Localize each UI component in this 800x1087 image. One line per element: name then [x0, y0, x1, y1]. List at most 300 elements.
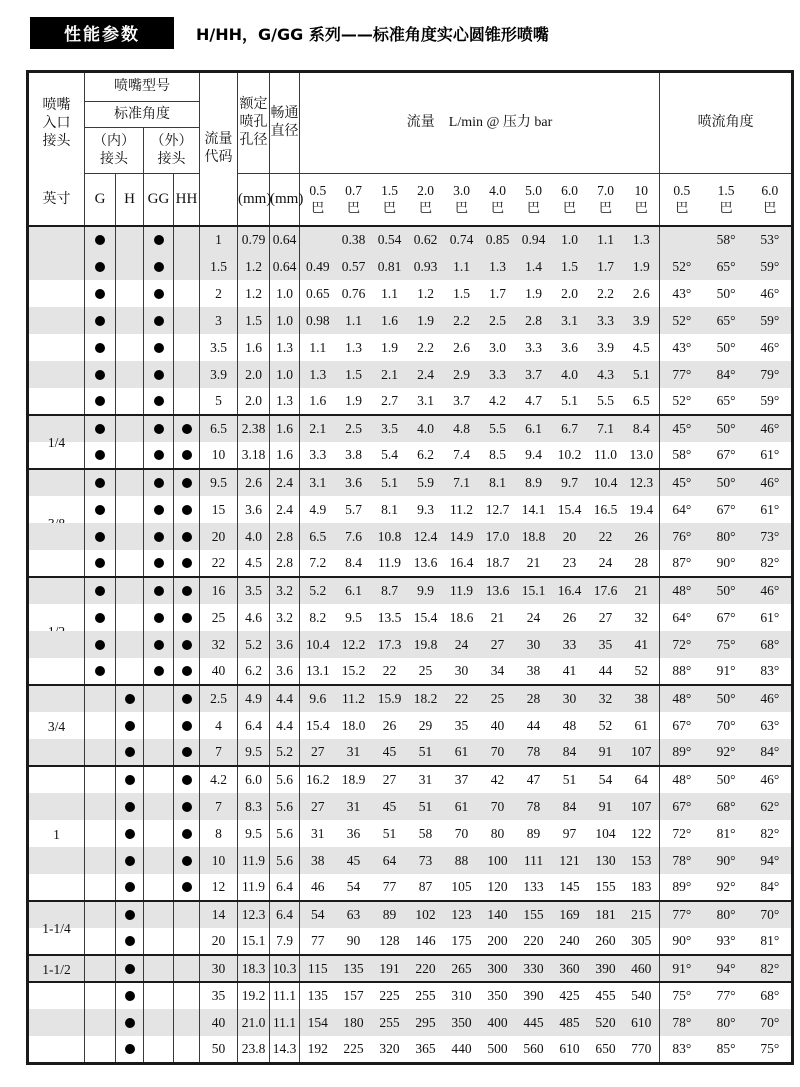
- model-mark-GG: [144, 307, 174, 334]
- spray-angle-6.0bar: 75°: [760, 1040, 780, 1056]
- flow-value-0.5bar: 3.3: [309, 447, 327, 463]
- spray-angle-1.5bar: 50°: [716, 339, 736, 355]
- flow-value-10bar: 38: [624, 685, 660, 712]
- inlet-size-cell: [28, 658, 85, 685]
- model-mark-H: [116, 550, 144, 577]
- flow-value-3.0bar: 14.9: [444, 523, 480, 550]
- free-passage-cell: 6.4: [270, 874, 300, 901]
- model-mark-HH: [174, 712, 200, 739]
- spec-row-3/4-2.5: [28, 685, 793, 712]
- inlet-size-cell: [28, 928, 85, 955]
- free-passage-cell: 4.4: [270, 685, 300, 712]
- availability-dot-icon: [154, 262, 164, 272]
- flow-value-0.7bar: 90: [346, 933, 361, 949]
- flow-value-6.0bar: 2.0: [561, 285, 578, 301]
- orifice-diameter-cell: 2.0: [238, 361, 270, 388]
- spec-row-1/2-16: [28, 577, 793, 604]
- flow-code-cell: 8: [200, 820, 238, 847]
- orifice-diameter-cell: 4.5: [238, 550, 270, 577]
- header-inlet-connector: [28, 72, 85, 227]
- model-mark-HH: [174, 334, 200, 361]
- orifice-diameter-cell: 2.6: [238, 469, 270, 496]
- flow-value-3.0bar: 310: [451, 988, 472, 1004]
- model-mark-H: [116, 577, 144, 604]
- section-1/4: [28, 415, 793, 469]
- availability-dot-icon: [182, 450, 192, 460]
- model-mark-G: [85, 658, 116, 685]
- flow-value-5.0bar: 560: [523, 1040, 544, 1056]
- pressure-value: 0.5: [309, 182, 327, 198]
- flow-value-10bar: 26: [624, 523, 660, 550]
- header-angle-pressure-0.5: [660, 174, 704, 226]
- spray-angle-6.0bar: 61°: [760, 447, 780, 463]
- orifice-diameter-cell: 4.0: [238, 523, 270, 550]
- header-inch-unit: 英寸: [42, 191, 71, 207]
- flow-code-cell: 12: [200, 874, 238, 901]
- header-pressure-6.0: [552, 174, 588, 226]
- flow-value-4.0bar: 13.6: [480, 577, 516, 604]
- model-mark-G: [85, 523, 116, 550]
- flow-value-1.5bar: 10.8: [372, 523, 408, 550]
- model-mark-H: [116, 226, 144, 253]
- flow-value-4.0bar: 42: [490, 772, 505, 788]
- availability-dot-icon: [95, 450, 105, 460]
- model-mark-H: [116, 280, 144, 307]
- pressure-value: 10: [634, 182, 649, 198]
- flow-value-10bar: 32: [634, 609, 649, 625]
- spray-angle-6.0bar: 82°: [760, 555, 780, 571]
- flow-value-10bar: 61: [634, 717, 649, 733]
- flow-code-cell: 32: [200, 631, 238, 658]
- flow-value-6.0bar: 5.1: [561, 393, 578, 409]
- availability-dot-icon: [95, 532, 105, 542]
- spray-angle-0.5bar: 43°: [660, 280, 704, 307]
- model-mark-H: [116, 766, 144, 793]
- availability-dot-icon: [125, 991, 135, 1001]
- flow-value-7.0bar: 7.1: [588, 415, 624, 442]
- orifice-diameter-cell: 1.5: [238, 307, 270, 334]
- flow-value-10bar: 460: [624, 955, 660, 982]
- spray-angle-1.5bar: 90°: [716, 555, 736, 571]
- flow-value-1.5bar: 13.5: [377, 609, 402, 625]
- flow-value-10bar: 122: [631, 825, 652, 841]
- orifice-diameter-cell: 1.2: [238, 253, 270, 280]
- inlet-size-cell: [28, 820, 85, 847]
- model-mark-H: [116, 1036, 144, 1063]
- flow-value-0.7bar: 1.1: [336, 307, 372, 334]
- header-passage-line2: 直径: [270, 124, 299, 140]
- flow-value-3.0bar: 70: [454, 825, 469, 841]
- flow-value-4.0bar: 500: [487, 1040, 508, 1056]
- flow-value-6.0bar: 26: [562, 609, 577, 625]
- flow-value-1.5bar: 2.7: [381, 393, 398, 409]
- free-passage-cell: 2.8: [270, 550, 300, 577]
- flow-value-3.0bar: 265: [444, 955, 480, 982]
- spray-angle-0.5bar: 48°: [660, 577, 704, 604]
- free-passage-cell: 11.1: [270, 982, 300, 1009]
- availability-dot-icon: [182, 802, 192, 812]
- flow-value-0.7bar: 0.57: [336, 253, 372, 280]
- spray-angle-0.5bar: 77°: [660, 901, 704, 928]
- model-mark-GG: [144, 982, 174, 1009]
- flow-value-6.0bar: 425: [559, 988, 580, 1004]
- model-mark-H: [116, 1009, 144, 1036]
- inlet-size-cell: [28, 334, 85, 361]
- header-col-HH: HH: [174, 174, 200, 226]
- flow-value-5.0bar: 89: [526, 825, 541, 841]
- model-mark-G: [85, 307, 116, 334]
- flow-value-0.7bar: 31: [336, 793, 372, 820]
- flow-value-2.0bar: 220: [408, 955, 444, 982]
- flow-code-cell: 9.5: [200, 469, 238, 496]
- flow-value-2.0bar: 0.62: [408, 226, 444, 253]
- flow-value-4.0bar: 80: [490, 825, 505, 841]
- flow-value-2.0bar: 102: [408, 901, 444, 928]
- model-mark-HH: [174, 739, 200, 766]
- pressure-value: 6.0: [561, 182, 578, 198]
- header-flow-code-line1: 流量: [204, 131, 233, 147]
- spray-angle-1.5bar: 92°: [704, 739, 749, 766]
- model-mark-GG: [144, 496, 174, 523]
- availability-dot-icon: [125, 829, 135, 839]
- model-mark-GG: [144, 874, 174, 901]
- flow-code-cell: 1: [200, 226, 238, 253]
- availability-dot-icon: [125, 721, 135, 731]
- inlet-size-cell: [28, 955, 85, 982]
- flow-code-cell: 3: [200, 307, 238, 334]
- header-pressure-5.0: [516, 174, 552, 226]
- availability-dot-icon: [154, 613, 164, 623]
- inlet-size-cell: [28, 307, 85, 334]
- flow-code-cell: 10: [200, 847, 238, 874]
- flow-value-1.5bar: 89: [372, 901, 408, 928]
- spray-angle-1.5bar: 80°: [704, 901, 749, 928]
- flow-value-0.7bar: 0.38: [336, 226, 372, 253]
- model-mark-GG: [144, 901, 174, 928]
- flow-value-4.0bar: 140: [480, 901, 516, 928]
- spec-row-1-7: [28, 793, 793, 820]
- model-mark-G: [85, 1036, 116, 1063]
- flow-value-10bar: 3.9: [624, 307, 660, 334]
- flow-value-3.0bar: 123: [444, 901, 480, 928]
- flow-value-10bar: 64: [634, 772, 649, 788]
- flow-code-cell: 20: [200, 523, 238, 550]
- header-standard-angle: 标准角度: [85, 102, 200, 128]
- spray-angle-0.5bar: 83°: [660, 1036, 704, 1063]
- header-orifice-diameter: [238, 72, 270, 174]
- spray-angle-0.5bar: 91°: [660, 955, 704, 982]
- inlet-size-cell: [28, 469, 85, 496]
- flow-value-0.7bar: 11.2: [336, 685, 372, 712]
- inlet-size-cell: [28, 361, 85, 388]
- spray-angle-6.0bar: 73°: [749, 523, 793, 550]
- free-passage-cell: 5.2: [270, 739, 300, 766]
- spray-angle-0.5bar: 76°: [660, 523, 704, 550]
- orifice-diameter-cell: 15.1: [238, 928, 270, 955]
- flow-value-1.5bar: 26: [382, 717, 397, 733]
- flow-value-7.0bar: 3.3: [588, 307, 624, 334]
- flow-value-0.5bar: 10.4: [300, 631, 336, 658]
- orifice-diameter-cell: 5.2: [238, 631, 270, 658]
- spray-angle-1.5bar: 80°: [704, 1009, 749, 1036]
- flow-value-10bar: 1.3: [624, 226, 660, 253]
- flow-value-5.0bar: 2.8: [516, 307, 552, 334]
- model-mark-G: [85, 928, 116, 955]
- free-passage-cell: 1.6: [270, 415, 300, 442]
- model-mark-H: [116, 307, 144, 334]
- spray-angle-0.5bar: 77°: [660, 361, 704, 388]
- spray-angle-6.0bar: 62°: [749, 793, 793, 820]
- model-mark-H: [116, 415, 144, 442]
- flow-value-4.0bar: 70: [480, 793, 516, 820]
- flow-value-7.0bar: 104: [595, 825, 616, 841]
- flow-value-5.0bar: 24: [526, 609, 541, 625]
- flow-value-3.0bar: 18.6: [449, 609, 474, 625]
- flow-value-1.5bar: 2.1: [372, 361, 408, 388]
- spray-angle-0.5bar: 72°: [660, 820, 704, 847]
- model-mark-HH: [174, 928, 200, 955]
- model-mark-H: [116, 496, 144, 523]
- flow-value-10bar: 28: [634, 555, 649, 571]
- flow-value-0.5bar: 1.6: [309, 393, 327, 409]
- flow-value-5.0bar: 47: [526, 772, 541, 788]
- flow-value-7.0bar: 91: [588, 793, 624, 820]
- free-passage-cell: 5.6: [270, 793, 300, 820]
- flow-value-3.0bar: 30: [454, 663, 469, 679]
- spray-angle-0.5bar: 90°: [660, 928, 704, 955]
- free-passage-cell: 4.4: [270, 712, 300, 739]
- flow-value-1.5bar: 51: [382, 825, 397, 841]
- flow-value-6.0bar: 20: [552, 523, 588, 550]
- pressure-value: 7.0: [597, 182, 614, 198]
- flow-value-5.0bar: 220: [523, 933, 544, 949]
- spray-angle-6.0bar: 81°: [760, 933, 780, 949]
- spray-angle-6.0bar: 59°: [749, 253, 793, 280]
- model-mark-GG: [144, 928, 174, 955]
- availability-dot-icon: [154, 558, 164, 568]
- flow-value-10bar: 6.5: [632, 393, 650, 409]
- flow-value-10bar: 13.0: [629, 447, 654, 463]
- flow-value-0.5bar: 1.1: [309, 339, 327, 355]
- spray-angle-1.5bar: 58°: [704, 226, 749, 253]
- header-inner-line1: （内）: [93, 133, 135, 149]
- flow-code-cell: 30: [200, 955, 238, 982]
- flow-value-7.0bar: 35: [588, 631, 624, 658]
- flow-value-0.5bar: [300, 226, 336, 253]
- orifice-diameter-cell: 1.6: [238, 334, 270, 361]
- spec-row-1/2-32: [28, 631, 793, 658]
- spray-angle-1.5bar: 81°: [716, 825, 736, 841]
- free-passage-cell: 1.0: [270, 361, 300, 388]
- spec-row-1/8-5: [28, 388, 793, 415]
- model-mark-GG: [144, 766, 174, 793]
- header-pressure-4.0: [480, 174, 516, 226]
- flow-value-5.0bar: 1.9: [525, 285, 542, 301]
- spray-angle-0.5bar: 67°: [660, 712, 704, 739]
- spray-angle-1.5bar: 68°: [704, 793, 749, 820]
- flow-value-10bar: 5.1: [624, 361, 660, 388]
- flow-value-6.0bar: 1.0: [552, 226, 588, 253]
- flow-value-1.5bar: 8.1: [381, 501, 398, 517]
- flow-code-cell: 2: [200, 280, 238, 307]
- flow-value-7.0bar: 130: [588, 847, 624, 874]
- pressure-value: 1.5: [381, 182, 398, 198]
- model-mark-HH: [174, 631, 200, 658]
- model-mark-H: [116, 388, 144, 415]
- availability-dot-icon: [182, 640, 192, 650]
- flow-value-3.0bar: 1.5: [453, 285, 470, 301]
- free-passage-cell: 10.3: [270, 955, 300, 982]
- model-mark-G: [85, 442, 116, 469]
- free-passage-cell: 0.64: [270, 226, 300, 253]
- model-mark-GG: [144, 523, 174, 550]
- model-mark-H: [116, 469, 144, 496]
- availability-dot-icon: [95, 558, 105, 568]
- flow-value-4.0bar: 8.1: [480, 469, 516, 496]
- spec-row-1/4-6.5: [28, 415, 793, 442]
- flow-value-10bar: 107: [624, 739, 660, 766]
- flow-value-0.5bar: 1.3: [300, 361, 336, 388]
- availability-dot-icon: [95, 343, 105, 353]
- inlet-size-cell: [28, 766, 85, 842]
- availability-dot-icon: [125, 775, 135, 785]
- spray-angle-0.5bar: 43°: [660, 334, 704, 361]
- flow-value-0.5bar: 13.1: [305, 663, 330, 679]
- model-mark-GG: [144, 1009, 174, 1036]
- model-mark-G: [85, 766, 116, 793]
- flow-value-2.0bar: 13.6: [413, 555, 438, 571]
- model-mark-GG: [144, 253, 174, 280]
- flow-value-7.0bar: 22: [588, 523, 624, 550]
- inlet-size-cell: [28, 226, 85, 253]
- flow-value-5.0bar: 155: [516, 901, 552, 928]
- flow-value-7.0bar: 52: [598, 717, 613, 733]
- availability-dot-icon: [95, 262, 105, 272]
- flow-value-0.7bar: 7.6: [336, 523, 372, 550]
- availability-dot-icon: [125, 910, 135, 920]
- orifice-diameter-cell: 4.9: [238, 685, 270, 712]
- spray-angle-1.5bar: 91°: [716, 663, 736, 679]
- model-mark-HH: [174, 388, 200, 415]
- model-mark-G: [85, 685, 116, 712]
- flow-value-0.7bar: 135: [336, 955, 372, 982]
- flow-value-5.0bar: 9.4: [525, 447, 542, 463]
- inlet-size-cell: [28, 388, 85, 415]
- flow-code-cell: 4: [200, 712, 238, 739]
- model-mark-G: [85, 253, 116, 280]
- spray-angle-0.5bar: 78°: [660, 847, 704, 874]
- flow-value-3.0bar: 1.1: [444, 253, 480, 280]
- spray-angle-0.5bar: 89°: [660, 739, 704, 766]
- flow-value-7.0bar: 260: [595, 933, 616, 949]
- spray-angle-1.5bar: 50°: [704, 469, 749, 496]
- orifice-diameter-cell: 0.79: [238, 226, 270, 253]
- model-mark-G: [85, 874, 116, 901]
- flow-value-4.0bar: 0.85: [480, 226, 516, 253]
- availability-dot-icon: [95, 424, 105, 434]
- inlet-size-cell: [28, 550, 85, 577]
- model-mark-H: [116, 847, 144, 874]
- header-col-H: H: [116, 174, 144, 226]
- flow-value-5.0bar: 21: [526, 555, 541, 571]
- flow-value-7.0bar: 455: [595, 988, 616, 1004]
- inlet-size-label: 1-1/4: [42, 921, 71, 937]
- flow-value-4.0bar: 200: [487, 933, 508, 949]
- spray-angle-6.0bar: 46°: [760, 285, 780, 301]
- section-3/8: [28, 469, 793, 577]
- spray-angle-1.5bar: 80°: [704, 523, 749, 550]
- flow-value-2.0bar: 19.8: [408, 631, 444, 658]
- model-mark-HH: [174, 820, 200, 847]
- flow-value-1.5bar: 22: [382, 663, 397, 679]
- model-mark-HH: [174, 361, 200, 388]
- spray-angle-1.5bar: 70°: [716, 717, 736, 733]
- header-inner-connector: [85, 128, 144, 174]
- bar-unit-label: 巴: [454, 200, 468, 216]
- orifice-diameter-cell: 9.5: [238, 820, 270, 847]
- inlet-size-cell: [28, 523, 85, 550]
- spray-angle-1.5bar: 65°: [704, 307, 749, 334]
- flow-value-0.5bar: 6.5: [300, 523, 336, 550]
- flow-value-7.0bar: 91: [588, 739, 624, 766]
- flow-code-cell: 5: [200, 388, 238, 415]
- spec-row-1-1/4-20: [28, 928, 793, 955]
- header-inlet-line3: 接头: [42, 134, 71, 150]
- free-passage-cell: 6.4: [270, 901, 300, 928]
- flow-value-3.0bar: 4.8: [444, 415, 480, 442]
- spray-angle-0.5bar: 58°: [660, 442, 704, 469]
- flow-value-10bar: 610: [624, 1009, 660, 1036]
- flow-value-1.5bar: 45: [372, 739, 408, 766]
- inlet-size-cell: [28, 253, 85, 280]
- inlet-size-cell: [28, 847, 85, 874]
- spray-angle-1.5bar: 67°: [716, 609, 736, 625]
- header-passage-mm: (mm): [270, 174, 300, 226]
- flow-value-0.7bar: 3.6: [336, 469, 372, 496]
- flow-value-4.0bar: 40: [490, 717, 505, 733]
- titlebar: [30, 18, 800, 48]
- flow-value-2.0bar: 3.1: [417, 393, 434, 409]
- flow-value-2.0bar: 295: [408, 1009, 444, 1036]
- flow-value-7.0bar: 155: [595, 879, 616, 895]
- spray-angle-1.5bar: 90°: [704, 847, 749, 874]
- spray-angle-0.5bar: 64°: [660, 604, 704, 631]
- availability-dot-icon: [95, 396, 105, 406]
- flow-value-6.0bar: 6.7: [552, 415, 588, 442]
- spray-angle-1.5bar: 65°: [716, 393, 736, 409]
- flow-value-3.0bar: 37: [454, 772, 469, 788]
- flow-value-5.0bar: 44: [526, 717, 541, 733]
- spray-angle-0.5bar: 89°: [660, 874, 704, 901]
- flow-value-7.0bar: 2.2: [597, 285, 614, 301]
- flow-value-10bar: 41: [624, 631, 660, 658]
- flow-value-2.0bar: 51: [408, 793, 444, 820]
- availability-dot-icon: [95, 316, 105, 326]
- flow-value-6.0bar: 33: [552, 631, 588, 658]
- orifice-diameter-cell: 9.5: [238, 739, 270, 766]
- free-passage-cell: 11.1: [270, 1009, 300, 1036]
- model-mark-H: [116, 685, 144, 712]
- header-orifice-mm: (mm): [238, 174, 270, 226]
- model-mark-GG: [144, 847, 174, 874]
- flow-value-5.0bar: 38: [526, 663, 541, 679]
- inlet-size-cell: [28, 874, 85, 901]
- flow-value-10bar: 305: [631, 933, 652, 949]
- spray-angle-6.0bar: 82°: [760, 825, 780, 841]
- model-mark-GG: [144, 226, 174, 253]
- flow-value-5.0bar: 4.7: [525, 393, 542, 409]
- free-passage-cell: 5.6: [270, 847, 300, 874]
